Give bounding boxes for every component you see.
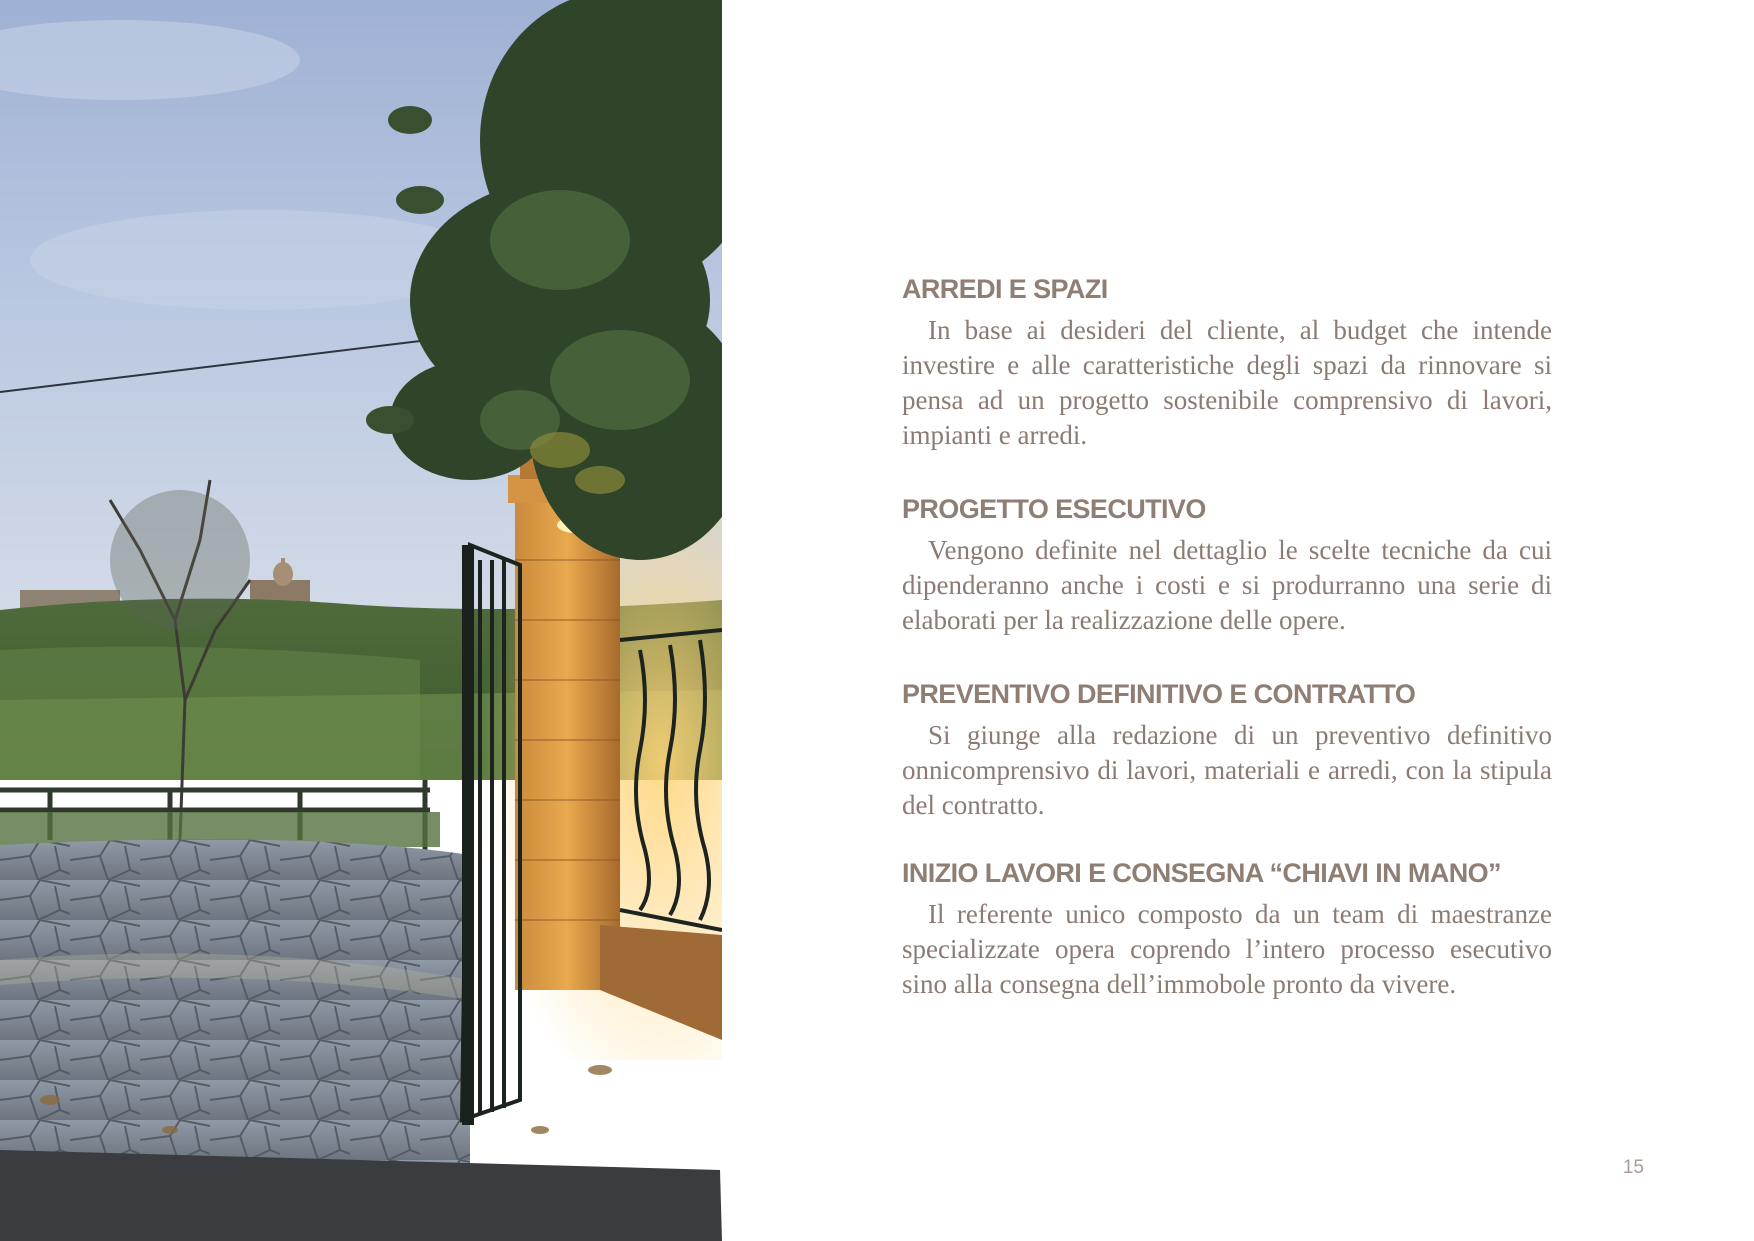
- section-body: Il referente unico composto da un team di maestranze specializzate opera coprendo l’intero processo esecutivo sino alla consegna dell’immobole pronto da vivere.: [902, 899, 1552, 999]
- section-title: ARREDI E SPAZI: [902, 274, 1108, 304]
- content-column: [902, 265, 1552, 1002]
- section-body: Vengono definite nel dettaglio le scelte tecniche da cui dipenderanno anche i costi e si produrranno una serie di elaborati per la realizzazione delle opere.: [902, 535, 1552, 635]
- page-number: 15: [1622, 1157, 1644, 1178]
- section-title: PREVENTIVO DEFINITIVO E CONTRATTO: [902, 679, 1416, 709]
- photo-icon: [0, 0, 722, 1241]
- section-arredi-e-spazi: [902, 265, 1552, 453]
- section-preventivo-definitivo: [902, 670, 1552, 823]
- section-body: In base ai desideri del cliente, al budget che intende investire e alle caratteristiche degli spazi da rinnovare si pensa ad un progetto sostenibile comprensivo di lavori, impianti e arredi.: [902, 315, 1552, 450]
- section-progetto-esecutivo: [902, 485, 1552, 638]
- section-title: PROGETTO ESECUTIVO: [902, 494, 1206, 524]
- landscape-photo: [0, 0, 722, 1241]
- section-title: INIZIO LAVORI E CONSEGNA “CHIAVI IN MANO”: [902, 858, 1501, 888]
- section-body: Si giunge alla redazione di un preventivo definitivo onnicomprensivo di lavori, materiali e arredi, con la stipula del contratto.: [902, 720, 1552, 820]
- section-inizio-lavori: [902, 849, 1552, 1002]
